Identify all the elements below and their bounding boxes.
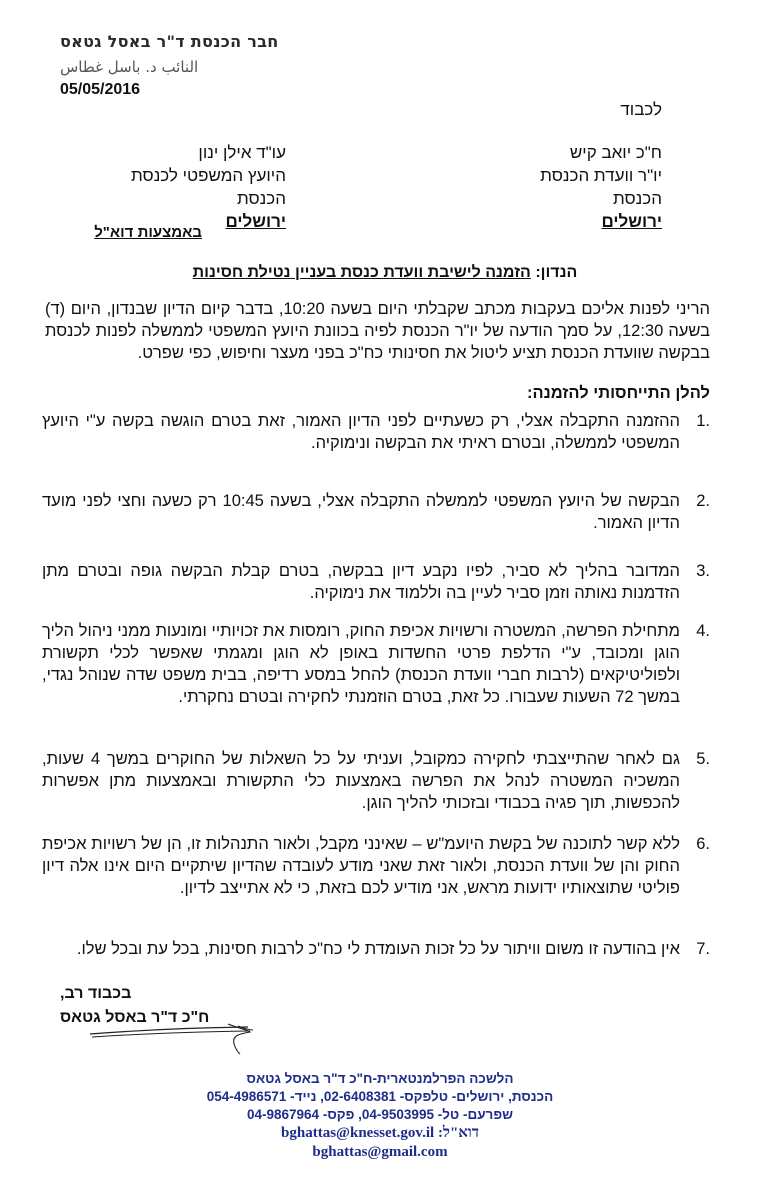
list-item	[42, 833, 710, 899]
list-item-number: 1.	[696, 412, 710, 430]
email-gmail-link[interactable]: bghattas@gmail.com	[312, 1144, 448, 1160]
email-label: דוא"ל:	[437, 1125, 479, 1141]
footer-shefaram-contact: שפרעם- טל- 04-9503995, פקס- 04-9867964	[247, 1107, 513, 1122]
list-item	[42, 560, 710, 604]
recipient-title: היועץ המשפטי לכנסת	[130, 166, 286, 185]
subject-line	[60, 264, 710, 282]
list-item-number: 4.	[696, 622, 710, 640]
list-item-number: 5.	[696, 750, 710, 768]
list-item-text: ללא קשר לתוכנה של בקשת היועמ"ש – שאינני מקבל, ולאור התנהלות זו, הן של רשויות אכיפת החוק והן של וועדת הכנסת, ולאור זאת שאני מודע לעובדה שהדיון שיתקיים היום אינו אלה דיון פוליטי שתוצאותיו ידועות מראש, אני מודיע לכם בזאת, כי לא אתייצב לדיון.	[42, 835, 680, 897]
recipient-name: ח"כ יואב קיש	[569, 143, 662, 162]
footer-jerusalem-contact: הכנסת, ירושלים- טלפקס- 02-6408381, נייד- 054-4986571	[206, 1089, 554, 1104]
list-item-text: הבקשה של היועץ המשפטי לממשלה התקבלה אצלי, בשעה 10:45 רק כשעה וחצי לפני מועד הדיון האמור.	[42, 492, 680, 532]
footer-contact	[150, 1070, 610, 1162]
salutation: לכבוד	[620, 100, 662, 119]
signature-icon	[88, 1022, 258, 1062]
footer-office: הלשכה הפרלמנטארית-ח"כ ד"ר באסל גטאס	[246, 1071, 514, 1086]
list-item	[42, 490, 710, 534]
list-item-text: המדובר בהליך לא סביר, לפיו נקבע דיון בבקשה, בטרם קבלת הבקשה גופה ובטרם מתן הזדמנות נאותה וזמן סביר לעיין בה וללמוד את נימוקיה.	[42, 562, 680, 602]
letterhead-arabic-name: النائب د. باسل غطاس	[60, 58, 199, 76]
list-item-text: גם לאחר שהתייצבתי לחקירה כמקובל, ועניתי על כל השאלות של החוקרים במשך 4 שעות, המשכיה המשטרה לנהל את הפרשה באמצעות כלי התקשורת ובאמצעות מתן אפשרות להכפשות, תוך פגיה בכבודי ובזכותי להליך הוגן.	[42, 750, 680, 812]
recipient-name: עו"ד אילן ינון	[198, 143, 286, 162]
recipient-city: ירושלים	[225, 212, 286, 231]
recipient-1	[432, 141, 662, 233]
letterhead	[60, 30, 320, 100]
list-item	[42, 938, 710, 960]
list-item-text: מתחילת הפרשה, המשטרה ורשויות אכיפת החוק, רומסות את זכויותיי ומונעות ממני ניהול הליך הוגן ומכובד, ע"י הדלפת פרטי החשדות באופן לא הוגן ומגמתי שאפשר לכלי תקשורת ולפוליטיקאים (לרבות חברי וועדת הכנסת) להחל במסע רדיפה, בבית משפט שדה שנוהל נגדי, במשך 72 השעות שעבורו. כל זאת, בטרם הוזמנתי לחקירה ובטרם נחקרתי.	[42, 622, 680, 706]
list-title: להלן התייחסותי להזמנה:	[526, 384, 710, 402]
intro-paragraph: הריני לפנות אליכם בעקבות מכתב שקבלתי היום בשעה 10:20, בדבר קיום הדיון שבנדון, היום (ד) בשעה 12:30, על סמך הודעה של יו"ר הכנסת לפיה בכוונת היועץ המשפטי לממשלה לפנות לכנסת בבקשה שוועדת הכנסת תציע ליטול את חסינותי כח"כ בפני מעצר וחיפוש, כפי שפרט.	[45, 300, 710, 362]
list-item	[42, 410, 710, 454]
list-item	[42, 748, 710, 814]
list-item-text: אין בהודעה זו משום וויתור על כל זכות העומדת לי כח"כ לרבות חסינות, בכל עת ובכל שלו.	[76, 940, 680, 958]
letterhead-hebrew-name: חבר הכנסת ד"ר באסל גטאס	[60, 32, 279, 51]
list-item-number: 3.	[696, 562, 710, 580]
email-knesset-link[interactable]: bghattas@knesset.gov.il	[281, 1125, 435, 1141]
recipient-city: ירושלים	[601, 212, 662, 231]
delivery-method: באמצעות דוא"ל	[94, 224, 202, 241]
list-item-text: ההזמנה התקבלה אצלי, רק כשעתיים לפני הדיון האמור, זאת בטרם הוגשה בקשה ע"י היועץ המשפטי לממשלה, ובטרם ראיתי את הבקשה ונימוקיה.	[42, 412, 680, 452]
recipient-org: הכנסת	[236, 189, 286, 208]
list-item-number: 6.	[696, 835, 710, 853]
recipient-2	[56, 141, 286, 233]
list-item-number: 7.	[696, 940, 710, 958]
closing-regards: בכבוד רב,	[60, 985, 132, 1002]
letter-date: 05/05/2016	[60, 81, 141, 98]
subject-label: הנדון:	[535, 264, 578, 281]
recipient-org: הכנסת	[612, 189, 662, 208]
list-item-number: 2.	[696, 492, 710, 510]
subject-text: הזמנה לישיבת וועדת כנסת בעניין נטילת חסינות	[192, 264, 531, 281]
list-item	[42, 620, 710, 708]
recipient-title: יו"ר וועדת הכנסת	[540, 166, 662, 185]
closing-signer: ח"כ ד"ר באסל גטאס	[60, 1009, 210, 1026]
